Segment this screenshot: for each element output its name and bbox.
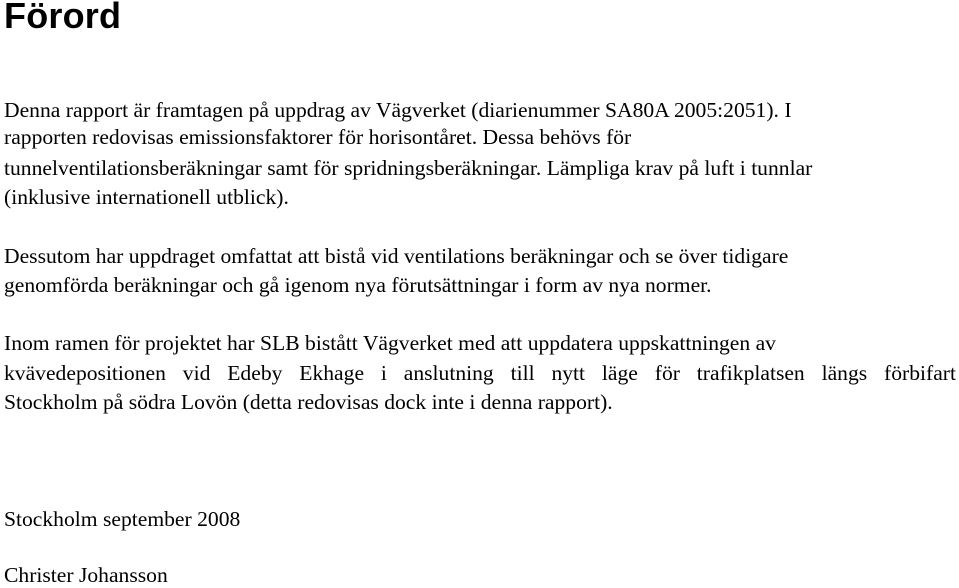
paragraph-line: genomförda beräkningar och gå igenom nya förutsättningar i form av nya normer. [4, 273, 712, 297]
page-title: Förord [4, 0, 122, 36]
paragraph-line: Denna rapport är framtagen på uppdrag av Vägverket (diarienummer SA80A 2005:2051). I [4, 98, 792, 122]
paragraph-line: Dessutom har uppdraget omfattat att bistå vid ventilations beräkningar och se över tidigare [4, 244, 789, 268]
paragraph-line: rapporten redovisas emissionsfaktorer för horisontåret. Dessa behövs för [4, 125, 632, 149]
signature-name: Christer Johansson [4, 563, 168, 587]
paragraph-line: Inom ramen för projektet har SLB bistått Vägverket med att uppdatera uppskattningen av [4, 331, 776, 355]
paragraph-line: tunnelventilationsberäkningar samt för spridningsberäkningar. Lämpliga krav på luft i tunnlar [4, 156, 813, 180]
paragraph-line: Stockholm på södra Lovön (detta redovisas dock inte i denna rapport). [4, 390, 613, 414]
paragraph-line: (inklusive internationell utblick). [4, 185, 289, 209]
signature-place-date: Stockholm september 2008 [4, 507, 241, 531]
paragraph-line: kvävedepositionen vid Edeby Ekhage i anslutning till nytt läge för trafikplatsen längs förbifart [4, 361, 956, 385]
